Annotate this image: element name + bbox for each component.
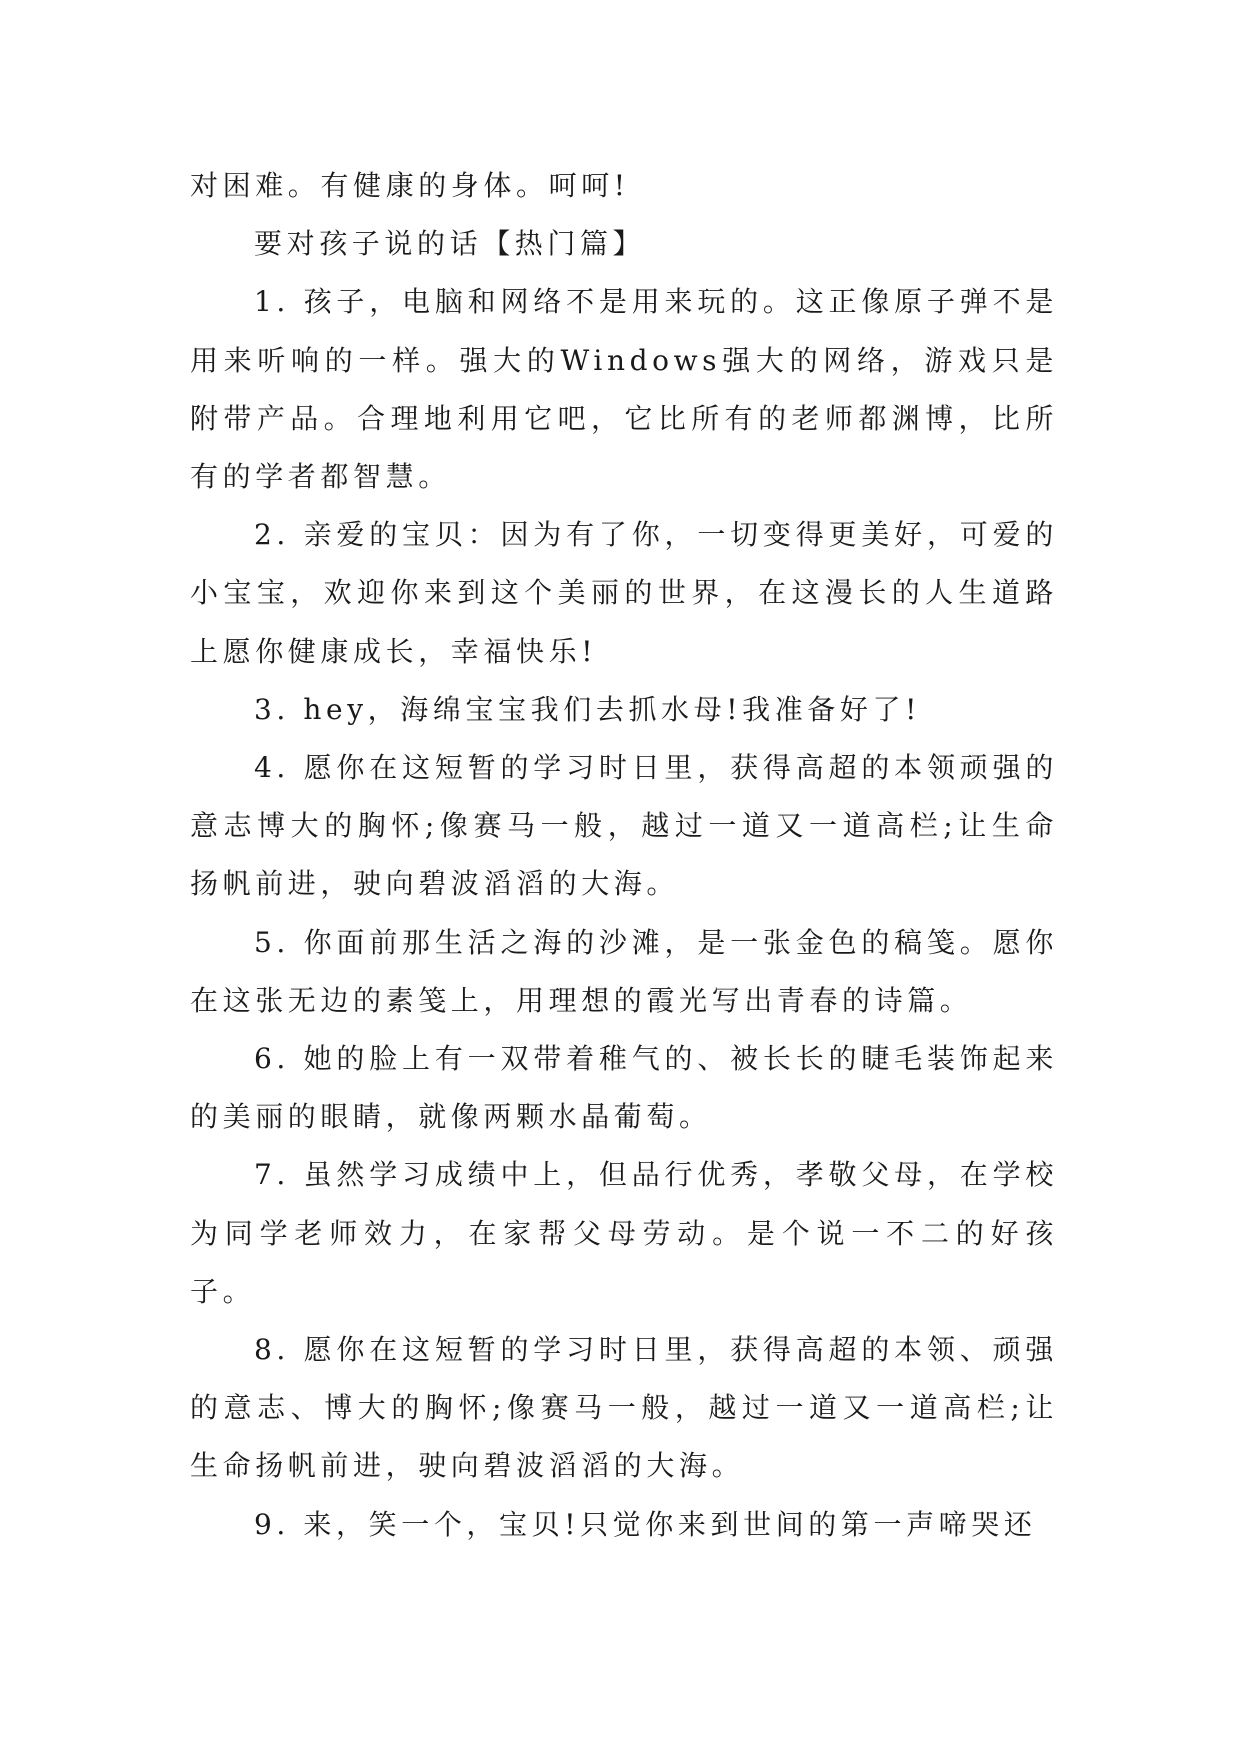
list-item-3: 3. hey，海绵宝宝我们去抓水母!我准备好了! bbox=[254, 692, 921, 726]
section-heading: 要对孩子说的话【热门篇】 bbox=[254, 227, 646, 261]
document-body bbox=[190, 157, 1058, 1554]
list-item-2: 2. 亲爱的宝贝：因为有了你，一切变得更美好，可爱的小宝宝，欢迎你来到这个美丽的世界，在这漫长的人生道路上愿你健康成长，幸福快乐! bbox=[190, 518, 1058, 668]
paragraph-continuation: 对困难。有健康的身体。呵呵! bbox=[190, 169, 630, 202]
list-item-1: 1. 孩子，电脑和网络不是用来玩的。这正像原子弹不是用来听响的一样。强大的Windows强大的网络，游戏只是附带产品。合理地利用它吧，它比所有的老师都渊博，比所有的学者都智慧。 bbox=[190, 285, 1058, 494]
list-item-6: 6. 她的脸上有一双带着稚气的、被长长的睫毛装饰起来的美丽的眼睛，就像两颗水晶葡萄。 bbox=[190, 1042, 1058, 1134]
list-item-5: 5. 你面前那生活之海的沙滩，是一张金色的稿笺。愿你在这张无边的素笺上，用理想的霞光写出青春的诗篇。 bbox=[190, 925, 1058, 1017]
list-item-8: 8. 愿你在这短暂的学习时日里，获得高超的本领、顽强的意志、博大的胸怀;像赛马一般，越过一道又一道高栏;让生命扬帆前进，驶向碧波滔滔的大海。 bbox=[190, 1333, 1058, 1483]
list-item-4: 4. 愿你在这短暂的学习时日里，获得高超的本领顽强的意志博大的胸怀;像赛马一般，越过一道又一道高栏;让生命扬帆前进，驶向碧波滔滔的大海。 bbox=[190, 751, 1058, 901]
list-item-7: 7. 虽然学习成绩中上，但品行优秀，孝敬父母，在学校为同学老师效力，在家帮父母劳动。是个说一不二的好孩子。 bbox=[190, 1158, 1058, 1308]
list-item-9: 9. 来，笑一个，宝贝!只觉你来到世间的第一声啼哭还 bbox=[254, 1507, 1037, 1541]
